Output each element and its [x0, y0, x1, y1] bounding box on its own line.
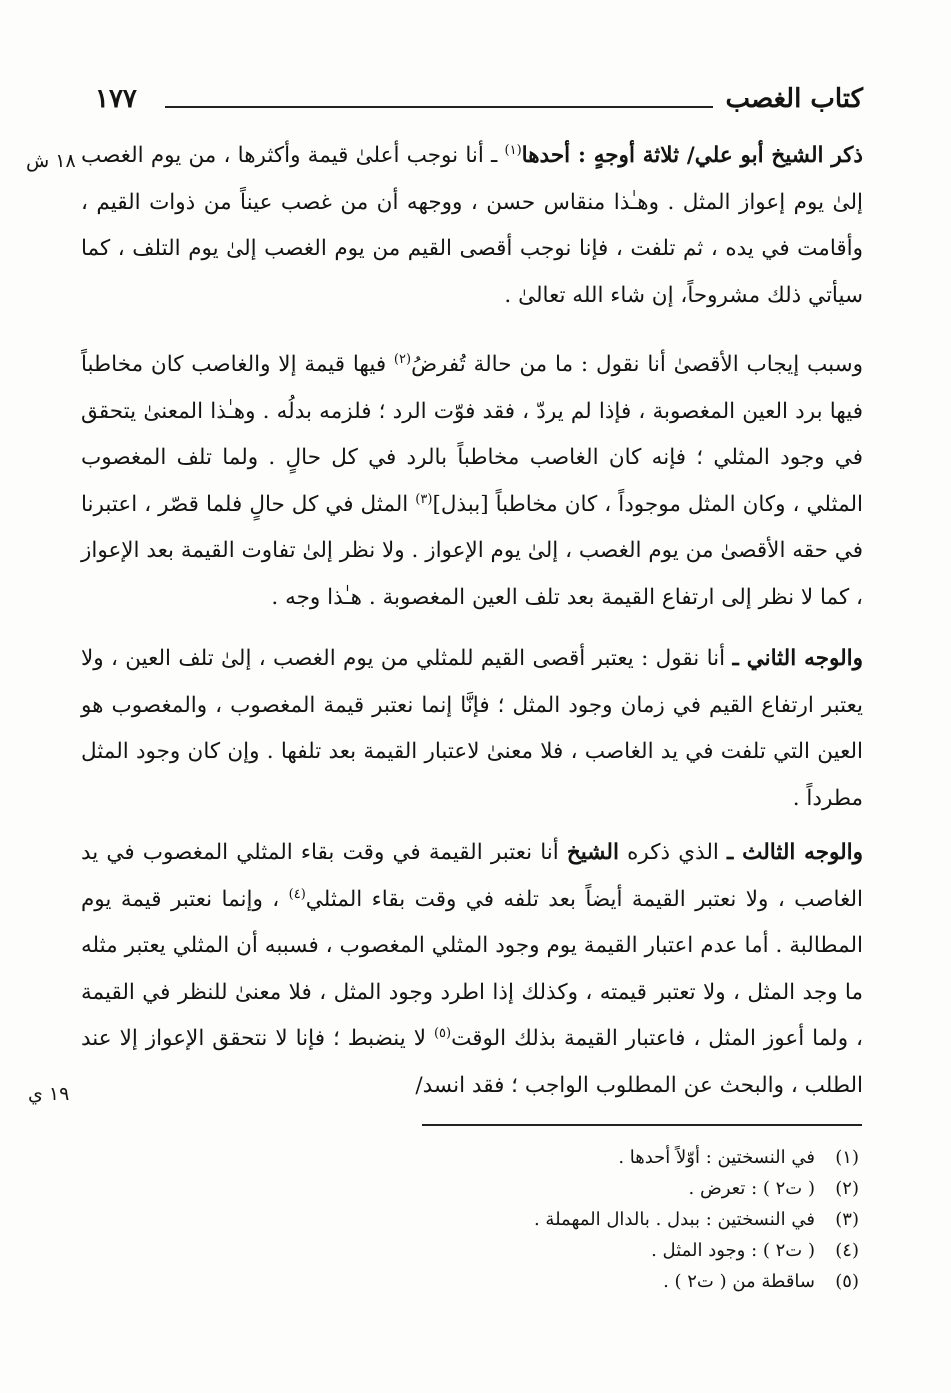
margin-marker-bottom: ١٩ ي	[28, 1083, 70, 1105]
paragraph-1	[81, 133, 863, 319]
paragraph-2-text-a: وسبب إيجاب الأقصىٰ أنا نقول : ما من حالة تُفرضُ	[411, 352, 863, 377]
footnote-text: ( ت٢ ) : تعرض .	[688, 1178, 815, 1199]
footnote-ref-4[interactable]: (٤)	[288, 886, 306, 902]
paragraph-3-lead: والوجه الثاني ـ	[732, 646, 863, 671]
footnote-number: (٥)	[835, 1271, 859, 1292]
paragraph-4-sheikh: الشيخ	[566, 840, 619, 865]
paragraph-2	[81, 342, 863, 621]
footnote-1	[159, 1142, 859, 1173]
footnotes	[159, 1142, 859, 1297]
footnote-3	[159, 1204, 859, 1235]
footnote-number: (٤)	[835, 1240, 859, 1261]
footnote-rule	[422, 1124, 862, 1126]
paragraph-4-text-b: أنا نعتبر القيمة في وقت بقاء المثلي المغصوب في يد الغاصب ، ولا نعتبر القيمة أيضاً بعد تلفه في وقت بقاء المثلي	[81, 840, 864, 912]
paragraph-3	[81, 636, 863, 822]
margin-marker-top: ١٨ ش	[26, 150, 76, 172]
paragraph-4-text-a: الذي ذكره	[618, 840, 728, 865]
footnote-text: ساقطة من ( ت٢ ) .	[663, 1271, 815, 1292]
footnote-number: (٣)	[835, 1209, 859, 1230]
footnote-ref-3[interactable]: (٣)	[415, 491, 433, 507]
footnote-ref-5[interactable]: (٥)	[433, 1025, 452, 1041]
paragraph-2-text-b: فيها قيمة إلا والغاصب كان مخاطباً فيها برد العين المغصوبة ، فإذا لم يردّ ، فقد فوّت الرد ؛ فلزمه بدلُه . وهـٰذا المعنىٰ يتحقق في وجود المثلي ؛ فإنه كان الغاصب مخاطباً بالرد في كل حالٍ . ولما تلف المغصوب المثلي ، وكان المثل موجوداً ، كان مخاطباً [ببذل]	[81, 352, 863, 517]
paragraph-1-text: ـ أنا نوجب أعلىٰ قيمة وأكثرها ، من يوم الغصب إلىٰ يوم إعواز المثل . وهـٰذا منقاس حسن ، ووجهه أن من غصب عيناً من ذوات القيم ، وأقامت في يده ، ثم تلفت ، فإنا نوجب أقصى القيم من يوم الغصب إلىٰ يوم التلف ، كما سيأتي ذلك مشروحاً، إن شاء الله تعالىٰ .	[81, 143, 863, 308]
footnote-number: (٢)	[835, 1178, 859, 1199]
footnote-ref-1[interactable]: (١)	[504, 142, 522, 158]
footnote-ref-2[interactable]: (٢)	[393, 351, 412, 367]
running-header	[95, 84, 863, 124]
footnote-5	[159, 1266, 859, 1297]
footnote-2	[159, 1173, 859, 1204]
page-number: ١٧٧	[95, 84, 137, 114]
paragraph-4	[81, 830, 863, 1109]
footnote-text: ( ت٢ ) : وجود المثل .	[651, 1240, 815, 1261]
footnote-text: في النسختين : أوّلاً أحدها .	[618, 1147, 815, 1168]
paragraph-4-text-d: لا ينضبط ؛ فإنا لا نتحقق الإعواز إلا عند الطلب ، والبحث عن المطلوب الواجب ؛ فقد انسد/	[81, 1026, 863, 1098]
footnote-4	[159, 1235, 859, 1266]
paragraph-4-lead: والوجه الثالث ـ	[727, 840, 864, 865]
paragraph-2-text-c: المثل في كل حالٍ فلما قصّر ، اعتبرنا في حقه الأقصىٰ من يوم الغصب ، إلىٰ يوم الإعواز . ولا نظر إلىٰ تفاوت القيمة بعد الإعواز ، كما لا نظر إلى ارتفاع القيمة بعد تلف العين المغصوبة . هـٰذا وجه .	[81, 491, 863, 610]
paragraph-3-text: أنا نقول : يعتبر أقصى القيم للمثلي من يوم الغصب ، إلىٰ تلف العين ، ولا يعتبر ارتفاع القيم في زمان وجود المثل ؛ فإنَّا إنما نعتبر قيمة المغصوب ، والمغصوب هو العين التي تلفت في يد الغاصب ، فلا معنىٰ لاعتبار القيمة بعد تلفها . وإن كان وجود المثل مطرداً .	[81, 646, 863, 811]
footnote-text: في النسختين : ببدل . بالدال المهملة .	[533, 1209, 815, 1230]
footnote-number: (١)	[835, 1147, 859, 1168]
chapter-title: كتاب الغصب	[725, 84, 863, 114]
header-rule	[165, 106, 713, 108]
paragraph-4-text-c: ، وإنما نعتبر قيمة يوم المطالبة . أما عدم اعتبار القيمة يوم وجود المثلي المغصوب ، فسببه أن المثلي يعتبر مثله ما وجد المثل ، ولا تعتبر قيمته ، وكذلك إذا اطرد وجود المثل ، فلا معنىٰ للنظر في القيمة ، ولما أعوز المثل ، فاعتبار القيمة بذلك الوقت	[81, 886, 863, 1051]
paragraph-1-lead: ذكر الشيخ أبو علي/ ثلاثة أوجهٍ : أحدها	[521, 143, 863, 168]
